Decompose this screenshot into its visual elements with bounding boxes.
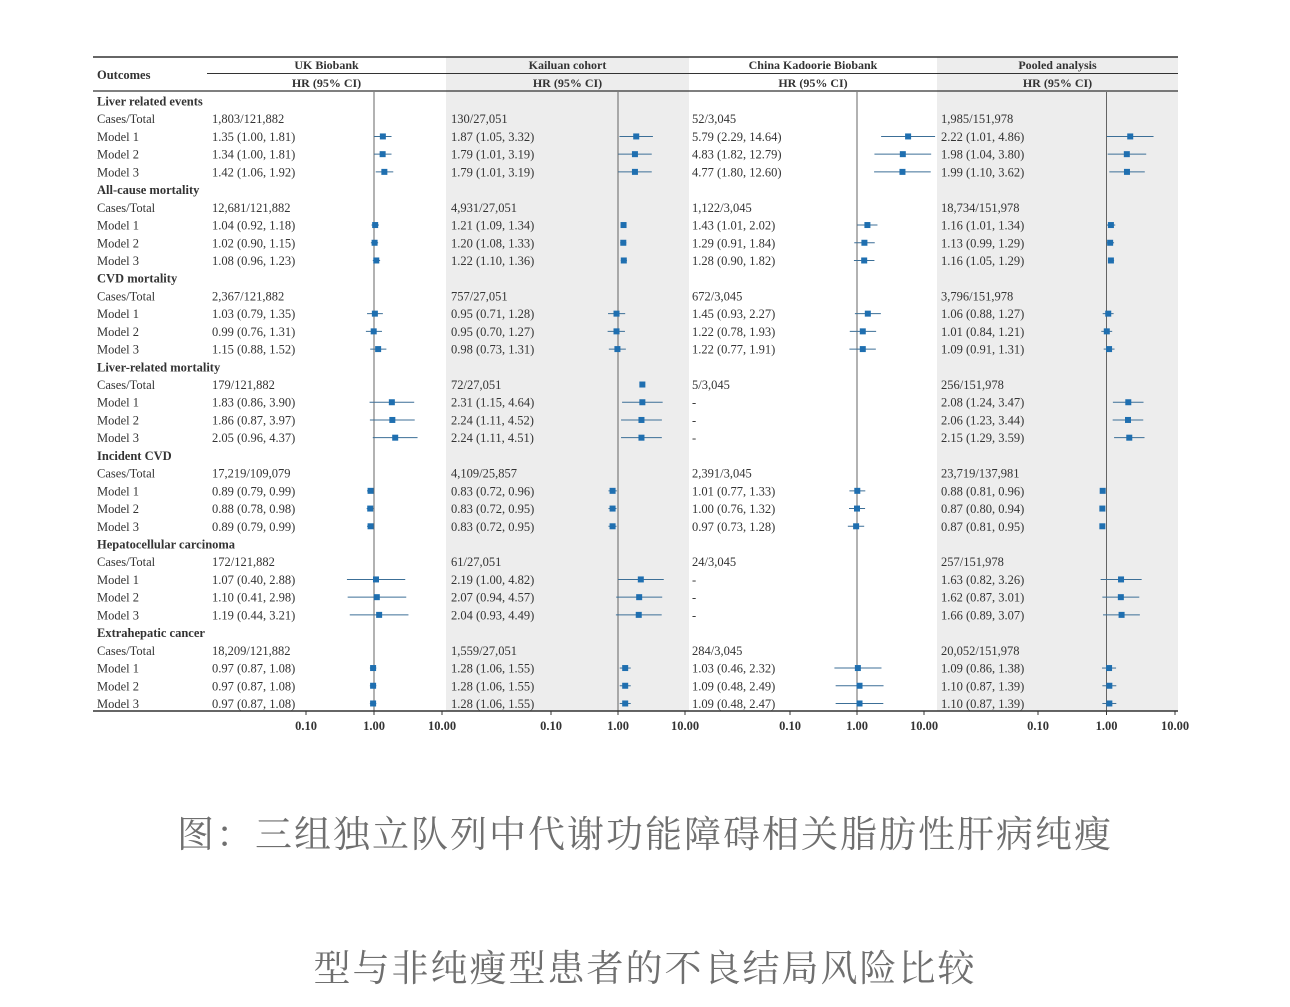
estimate-marker — [614, 328, 620, 334]
axis-tick-label: 0.10 — [1027, 719, 1049, 733]
hr-ci-header-3: HR (95% CI) — [778, 76, 848, 90]
estimate-marker — [854, 506, 860, 512]
estimate-marker — [375, 346, 381, 352]
hr-ci-value: 1.09 (0.48, 2.47) — [692, 696, 776, 711]
model-label: Model 2 — [97, 502, 140, 517]
hr-ci-value: 0.88 (0.81, 0.96) — [941, 484, 1025, 499]
hr-ci-value: 1.15 (0.88, 1.52) — [212, 342, 296, 357]
hr-ci-value: - — [692, 572, 697, 587]
estimate-marker — [864, 222, 870, 228]
hr-ci-value: 2.06 (1.23, 3.44) — [941, 413, 1025, 428]
cohort-header-3: China Kadoorie Biobank — [748, 58, 878, 72]
cases-total-label: Cases/Total — [97, 643, 156, 658]
model-label: Model 1 — [97, 572, 140, 587]
hr-ci-value: 1.20 (1.08, 1.33) — [451, 236, 535, 251]
hr-ci-value: 1.13 (0.99, 1.29) — [941, 236, 1025, 251]
estimate-marker — [1105, 311, 1111, 317]
hr-ci-value: 1.06 (0.88, 1.27) — [941, 307, 1025, 322]
hr-ci-value: 1.07 (0.40, 2.88) — [212, 572, 296, 587]
hr-ci-value: 2.19 (1.00, 4.82) — [451, 572, 535, 587]
cases-total-value: 52/3,045 — [692, 112, 737, 127]
cases-total-value: 3,796/151,978 — [941, 289, 1014, 304]
model-label: Model 1 — [97, 218, 140, 233]
cases-total-value: 672/3,045 — [692, 289, 743, 304]
hr-ci-value: 2.05 (0.96, 4.37) — [212, 431, 296, 446]
axis-tick-label: 10.00 — [1160, 719, 1190, 733]
axis-tick-label: 0.10 — [779, 719, 801, 733]
hr-ci-value: 1.22 (0.77, 1.91) — [692, 342, 776, 357]
hr-ci-value: 0.97 (0.87, 1.08) — [212, 696, 296, 711]
hr-ci-value: 0.87 (0.80, 0.94) — [941, 502, 1025, 517]
estimate-marker — [638, 417, 644, 423]
hr-ci-value: 0.98 (0.73, 1.31) — [451, 342, 535, 357]
estimate-marker — [853, 523, 859, 529]
hr-ci-value: 1.87 (1.05, 3.32) — [451, 129, 535, 144]
estimate-marker — [861, 240, 867, 246]
cases-total-value: 284/3,045 — [692, 643, 743, 658]
estimate-marker — [1107, 240, 1113, 246]
estimate-marker — [854, 488, 860, 494]
hr-ci-header-1: HR (95% CI) — [291, 76, 362, 90]
axis-tick-label: 1.00 — [607, 719, 629, 733]
outcome-heading: Extrahepatic cancer — [97, 626, 205, 641]
estimate-marker — [1100, 488, 1106, 494]
cases-total-value: 130/27,051 — [451, 112, 508, 127]
hr-ci-value: 2.07 (0.94, 4.57) — [451, 590, 535, 605]
hr-ci-value: 0.95 (0.70, 1.27) — [451, 324, 535, 339]
model-label: Model 3 — [97, 165, 140, 180]
cases-total-label: Cases/Total — [97, 112, 156, 127]
estimate-marker — [638, 435, 644, 441]
estimate-marker — [380, 151, 386, 157]
estimate-marker — [381, 169, 387, 175]
estimate-marker — [367, 506, 373, 512]
hr-ci-value: 1.43 (1.01, 2.02) — [692, 218, 776, 233]
hr-ci-value: 1.03 (0.79, 1.35) — [212, 307, 296, 322]
estimate-marker — [860, 346, 866, 352]
axis-tick-label: 0.10 — [540, 719, 562, 733]
hr-ci-value: 1.03 (0.46, 2.32) — [692, 661, 776, 676]
cases-total-value: 1,985/151,978 — [941, 112, 1014, 127]
hr-ci-value: 2.08 (1.24, 3.47) — [941, 395, 1025, 410]
model-label: Model 1 — [97, 484, 140, 499]
estimate-marker — [1099, 523, 1105, 529]
estimate-marker — [633, 133, 639, 139]
cases-total-value: 72/27,051 — [451, 378, 502, 393]
estimate-marker — [1108, 257, 1114, 263]
cases-total-label: Cases/Total — [97, 200, 156, 215]
hr-ci-value: 1.83 (0.86, 3.90) — [212, 395, 296, 410]
cohort-header-2: Kailuan cohort — [528, 58, 607, 72]
hr-ci-value: - — [692, 590, 697, 605]
model-label: Model 2 — [97, 324, 140, 339]
hr-ci-value: 1.21 (1.09, 1.34) — [451, 218, 535, 233]
estimate-marker — [1125, 399, 1131, 405]
outcomes-header: Outcomes — [97, 68, 151, 82]
hr-ci-value: 1.22 (0.78, 1.93) — [692, 324, 776, 339]
hr-ci-value: 1.00 (0.76, 1.32) — [692, 502, 776, 517]
cases-total-value: 24/3,045 — [692, 555, 737, 570]
cases-total-value: 5/3,045 — [692, 378, 730, 393]
estimate-marker — [865, 311, 871, 317]
estimate-marker — [1127, 133, 1133, 139]
estimate-marker — [639, 382, 645, 388]
estimate-marker — [1106, 700, 1112, 706]
estimate-marker — [636, 594, 642, 600]
cases-total-value: 2,367/121,882 — [212, 289, 285, 304]
estimate-marker — [1106, 665, 1112, 671]
estimate-marker — [370, 683, 376, 689]
model-label: Model 2 — [97, 590, 140, 605]
hr-ci-value: 2.24 (1.11, 4.51) — [451, 431, 534, 446]
cases-total-value: 179/121,882 — [212, 378, 275, 393]
hr-ci-value: 1.10 (0.87, 1.39) — [941, 679, 1025, 694]
hr-ci-value: 0.83 (0.72, 0.95) — [451, 502, 535, 517]
estimate-marker — [610, 506, 616, 512]
estimate-marker — [372, 311, 378, 317]
estimate-marker — [620, 240, 626, 246]
estimate-marker — [639, 399, 645, 405]
hr-ci-value: 1.04 (0.92, 1.18) — [212, 218, 296, 233]
estimate-marker — [638, 576, 644, 582]
cases-total-value: 256/151,978 — [941, 378, 1004, 393]
hr-ci-header-4: HR (95% CI) — [1022, 76, 1093, 90]
hr-ci-value: 0.89 (0.79, 0.99) — [212, 484, 296, 499]
axis-tick-label: 1.00 — [846, 719, 868, 733]
estimate-marker — [1104, 328, 1110, 334]
estimate-marker — [857, 700, 863, 706]
hr-ci-value: - — [692, 608, 697, 623]
hr-ci-value: 0.83 (0.72, 0.95) — [451, 519, 535, 534]
estimate-marker — [621, 222, 627, 228]
estimate-marker — [372, 240, 378, 246]
hr-ci-value: 2.31 (1.15, 4.64) — [451, 395, 535, 410]
estimate-marker — [1124, 151, 1130, 157]
estimate-marker — [860, 328, 866, 334]
estimate-marker — [370, 700, 376, 706]
estimate-marker — [392, 435, 398, 441]
model-label: Model 1 — [97, 661, 140, 676]
hr-ci-value: 1.34 (1.00, 1.81) — [212, 147, 296, 162]
hr-ci-value: 1.62 (0.87, 3.01) — [941, 590, 1025, 605]
estimate-marker — [636, 612, 642, 618]
estimate-marker — [370, 665, 376, 671]
caption-line-2: 型与非纯瘦型患者的不良结局风险比较 — [313, 947, 977, 990]
outcome-heading: Liver related events — [97, 94, 203, 109]
hr-ci-value: 4.83 (1.82, 12.79) — [692, 147, 782, 162]
hr-ci-header-2: HR (95% CI) — [532, 76, 603, 90]
estimate-marker — [389, 399, 395, 405]
estimate-marker — [368, 488, 374, 494]
hr-ci-value: 1.99 (1.10, 3.62) — [941, 165, 1025, 180]
estimate-marker — [389, 417, 395, 423]
hr-ci-value: 1.09 (0.48, 2.49) — [692, 679, 776, 694]
cases-total-value: 12,681/121,882 — [212, 200, 291, 215]
cases-total-label: Cases/Total — [97, 378, 156, 393]
hr-ci-value: 1.10 (0.41, 2.98) — [212, 590, 296, 605]
hr-ci-value: 2.24 (1.11, 4.52) — [451, 413, 534, 428]
outcome-heading: Liver-related mortality — [97, 360, 221, 375]
cases-total-value: 17,219/109,079 — [212, 466, 291, 481]
hr-ci-value: 1.19 (0.44, 3.21) — [212, 608, 296, 623]
estimate-marker — [371, 328, 377, 334]
estimate-marker — [614, 346, 620, 352]
estimate-marker — [1118, 576, 1124, 582]
estimate-marker — [1125, 417, 1131, 423]
estimate-marker — [614, 311, 620, 317]
outcome-heading: Incident CVD — [97, 448, 172, 463]
cases-total-value: 1,559/27,051 — [451, 643, 517, 658]
cases-total-value: 61/27,051 — [451, 555, 502, 570]
estimate-marker — [1126, 435, 1132, 441]
estimate-marker — [622, 683, 628, 689]
cases-total-value: 4,109/25,857 — [451, 466, 517, 481]
estimate-marker — [376, 612, 382, 618]
cases-total-value: 1,122/3,045 — [692, 200, 752, 215]
axis-tick-label: 1.00 — [363, 719, 385, 733]
estimate-marker — [610, 523, 616, 529]
cohort-header-4: Pooled analysis — [1018, 58, 1097, 72]
cases-total-label: Cases/Total — [97, 466, 156, 481]
estimate-marker — [1119, 612, 1125, 618]
estimate-marker — [1108, 222, 1114, 228]
model-label: Model 3 — [97, 342, 140, 357]
axis-tick-label: 10.00 — [909, 719, 939, 733]
estimate-marker — [373, 576, 379, 582]
hr-ci-value: 1.35 (1.00, 1.81) — [212, 129, 296, 144]
hr-ci-value: 1.79 (1.01, 3.19) — [451, 147, 535, 162]
cases-total-value: 18,734/151,978 — [941, 200, 1020, 215]
hr-ci-value: 1.29 (0.91, 1.84) — [692, 236, 776, 251]
cases-total-value: 18,209/121,882 — [212, 643, 291, 658]
estimate-marker — [1106, 346, 1112, 352]
estimate-marker — [857, 683, 863, 689]
hr-ci-value: 1.63 (0.82, 3.26) — [941, 572, 1025, 587]
outcome-heading: All-cause mortality — [97, 183, 200, 198]
hr-ci-value: 0.97 (0.73, 1.28) — [692, 519, 776, 534]
estimate-marker — [1106, 683, 1112, 689]
estimate-marker — [899, 169, 905, 175]
model-label: Model 3 — [97, 608, 140, 623]
model-label: Model 2 — [97, 679, 140, 694]
hr-ci-value: 1.02 (0.90, 1.15) — [212, 236, 296, 251]
cases-total-value: 20,052/151,978 — [941, 643, 1020, 658]
estimate-marker — [621, 257, 627, 263]
estimate-marker — [372, 222, 378, 228]
hr-ci-value: 1.45 (0.93, 2.27) — [692, 307, 776, 322]
hr-ci-value: 1.01 (0.84, 1.21) — [941, 324, 1025, 339]
hr-ci-value: 0.87 (0.81, 0.95) — [941, 519, 1025, 534]
estimate-marker — [855, 665, 861, 671]
outcome-heading: CVD mortality — [97, 271, 178, 286]
estimate-marker — [632, 169, 638, 175]
hr-ci-value: 1.09 (0.91, 1.31) — [941, 342, 1025, 357]
estimate-marker — [610, 488, 616, 494]
hr-ci-value: 2.22 (1.01, 4.86) — [941, 129, 1025, 144]
cases-total-value: 757/27,051 — [451, 289, 508, 304]
model-label: Model 3 — [97, 696, 140, 711]
hr-ci-value: 1.98 (1.04, 3.80) — [941, 147, 1025, 162]
model-label: Model 2 — [97, 236, 140, 251]
hr-ci-value: - — [692, 431, 697, 446]
hr-ci-value: 1.42 (1.06, 1.92) — [212, 165, 296, 180]
estimate-marker — [861, 257, 867, 263]
hr-ci-value: 1.10 (0.87, 1.39) — [941, 696, 1025, 711]
axis-tick-label: 1.00 — [1095, 719, 1118, 733]
axis-tick-label: 0.10 — [295, 719, 317, 733]
estimate-marker — [1118, 594, 1124, 600]
cases-total-value: 172/121,882 — [212, 555, 275, 570]
hr-ci-value: 1.08 (0.96, 1.23) — [212, 253, 296, 268]
hr-ci-value: 1.86 (0.87, 3.97) — [212, 413, 296, 428]
hr-ci-value: 0.97 (0.87, 1.08) — [212, 661, 296, 676]
hr-ci-value: 1.01 (0.77, 1.33) — [692, 484, 776, 499]
estimate-marker — [622, 665, 628, 671]
estimate-marker — [1099, 506, 1105, 512]
hr-ci-value: 4.77 (1.80, 12.60) — [692, 165, 782, 180]
hr-ci-value: 0.88 (0.78, 0.98) — [212, 502, 296, 517]
cases-total-value: 1,803/121,882 — [212, 112, 285, 127]
model-label: Model 3 — [97, 431, 140, 446]
outcome-heading: Hepatocellular carcinoma — [97, 537, 236, 552]
hr-ci-value: 0.83 (0.72, 0.96) — [451, 484, 535, 499]
estimate-marker — [380, 133, 386, 139]
hr-ci-value: 1.09 (0.86, 1.38) — [941, 661, 1025, 676]
cases-total-value: 257/151,978 — [941, 555, 1004, 570]
hr-ci-value: 0.99 (0.76, 1.31) — [212, 324, 296, 339]
cohort-header-1: UK Biobank — [294, 58, 359, 72]
estimate-marker — [368, 523, 374, 529]
hr-ci-value: 2.04 (0.93, 4.49) — [451, 608, 535, 623]
hr-ci-value: 1.16 (1.05, 1.29) — [941, 253, 1025, 268]
axis-tick-label: 10.00 — [670, 719, 700, 733]
hr-ci-value: 1.28 (0.90, 1.82) — [692, 253, 776, 268]
hr-ci-value: 2.15 (1.29, 3.59) — [941, 431, 1025, 446]
hr-ci-value: - — [692, 413, 697, 428]
hr-ci-value: 0.95 (0.71, 1.28) — [451, 307, 535, 322]
cases-total-value: 4,931/27,051 — [451, 200, 517, 215]
caption-line-1: 图：三组独立队列中代谢功能障碍相关脂肪性肝病纯瘦 — [177, 813, 1113, 856]
estimate-marker — [905, 133, 911, 139]
hr-ci-value: 1.79 (1.01, 3.19) — [451, 165, 535, 180]
axis-tick-label: 10.00 — [427, 719, 457, 733]
cases-total-label: Cases/Total — [97, 555, 156, 570]
cases-total-value: 2,391/3,045 — [692, 466, 752, 481]
model-label: Model 2 — [97, 147, 140, 162]
model-label: Model 1 — [97, 129, 140, 144]
hr-ci-value: 1.28 (1.06, 1.55) — [451, 679, 535, 694]
hr-ci-value: 1.28 (1.06, 1.55) — [451, 661, 535, 676]
estimate-marker — [622, 700, 628, 706]
estimate-marker — [374, 594, 380, 600]
model-label: Model 2 — [97, 413, 140, 428]
cases-total-label: Cases/Total — [97, 289, 156, 304]
hr-ci-value: 0.89 (0.79, 0.99) — [212, 519, 296, 534]
hr-ci-value: 1.28 (1.06, 1.55) — [451, 696, 535, 711]
estimate-marker — [373, 257, 379, 263]
estimate-marker — [632, 151, 638, 157]
model-label: Model 1 — [97, 307, 140, 322]
hr-ci-value: 1.16 (1.01, 1.34) — [941, 218, 1025, 233]
hr-ci-value: 5.79 (2.29, 14.64) — [692, 129, 782, 144]
estimate-marker — [1124, 169, 1130, 175]
model-label: Model 3 — [97, 253, 140, 268]
cases-total-value: 23,719/137,981 — [941, 466, 1020, 481]
hr-ci-value: - — [692, 395, 697, 410]
estimate-marker — [900, 151, 906, 157]
hr-ci-value: 1.22 (1.10, 1.36) — [451, 253, 535, 268]
hr-ci-value: 0.97 (0.87, 1.08) — [212, 679, 296, 694]
hr-ci-value: 1.66 (0.89, 3.07) — [941, 608, 1025, 623]
model-label: Model 1 — [97, 395, 140, 410]
model-label: Model 3 — [97, 519, 140, 534]
